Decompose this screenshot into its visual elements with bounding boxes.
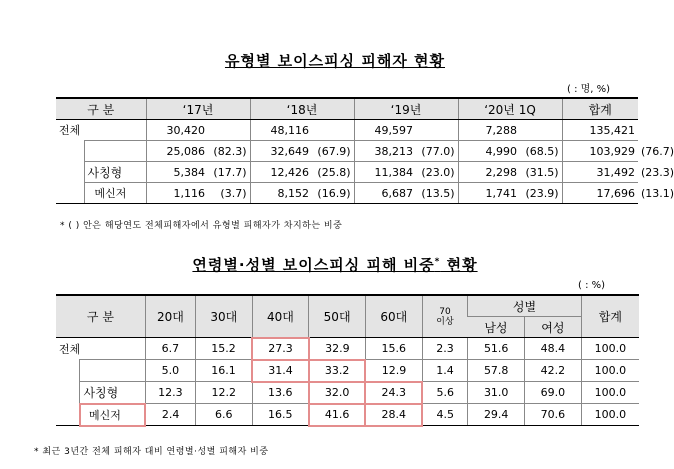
table-cell (416, 120, 458, 141)
table-cell: 31.0 (468, 382, 525, 404)
row-label-blank (80, 360, 145, 382)
table-cell-highlighted: 31.4 (252, 360, 309, 382)
table-cell: 100.0 (581, 360, 639, 382)
table-cell: (68.5) (520, 141, 562, 162)
table-cell: 15.6 (365, 338, 422, 360)
table2-note: * 최근 3년간 전체 피해자 대비 연령별·성별 피해자 비중 (34, 447, 269, 457)
header-70plus (422, 295, 468, 338)
table-cell: 8,152 (250, 183, 312, 204)
header-total: 합계 (562, 98, 638, 120)
table-cell: 31,492 (562, 162, 638, 183)
table-cell: 16.1 (195, 360, 252, 382)
table-cell: 1.4 (422, 360, 468, 382)
table-row: 사칭형 5,384 (17.7) 12,426 (25.8) 11,384 (23.0) 2,298 (31.5) 31,492 (23.3) (56, 162, 638, 183)
table-cell: 6.7 (145, 338, 195, 360)
table-cell: 51.6 (468, 338, 525, 360)
row-label-total: 전체 (59, 124, 81, 137)
table-cell: (13.5) (416, 183, 458, 204)
table-cell: 42.2 (525, 360, 582, 382)
header-40s: 40대 (252, 295, 309, 338)
table-cell: 25,086 (146, 141, 208, 162)
table-cell-highlighted: 27.3 (252, 338, 309, 360)
table-row (56, 338, 639, 360)
row-label-impersonation: 사칭형 (84, 162, 146, 183)
table-cell-highlighted: 41.6 (309, 404, 366, 426)
table1-title: 유형별 보이스피싱 피해자 현황 (224, 52, 446, 70)
table-cell: 13.6 (252, 382, 309, 404)
table-cell: (23.9) (520, 183, 562, 204)
table-cell (208, 120, 250, 141)
header-70plus-bottom: 이상 (436, 316, 454, 327)
table-cell: 11,384 (354, 162, 416, 183)
header-gender: 성별 (468, 295, 581, 317)
table2 (56, 294, 639, 427)
table2-title-suffix: 현황 (440, 256, 478, 274)
row-label-messenger: 메신저 (80, 404, 145, 426)
table-row (56, 404, 639, 426)
table-cell: 30,420 (146, 120, 208, 141)
table-cell: 12.3 (145, 382, 195, 404)
header-30s: 30대 (195, 295, 252, 338)
table-cell: 38,213 (354, 141, 416, 162)
table-cell: 2,298 (458, 162, 520, 183)
header-20s: 20대 (145, 295, 195, 338)
table1-unit: ( : 명, %) (567, 84, 611, 95)
row-label-total: 전체 (59, 342, 81, 356)
table-cell: 48,116 (250, 120, 312, 141)
table-cell: 5,384 (146, 162, 208, 183)
header-50s: 50대 (309, 295, 366, 338)
header-label: 구 분 (56, 295, 145, 338)
table1-note: * ( ) 안은 해당연도 전체피해자에서 유형별 피해자가 차지하는 비중 (60, 221, 343, 231)
table2-title-text: 연령별·성별 보이스피싱 피해 비중 (192, 256, 435, 274)
table-cell: (23.0) (416, 162, 458, 183)
table-cell: 2.4 (145, 404, 195, 426)
table2-unit: ( : %) (578, 280, 606, 291)
table-cell: 15.2 (195, 338, 252, 360)
table-row (56, 382, 639, 404)
table-cell: 103,929 (562, 141, 638, 162)
table-cell: 49,597 (354, 120, 416, 141)
header-2017: ‘17년 (146, 98, 250, 120)
table-cell-highlighted: 32.0 (309, 382, 366, 404)
row-label-blank (84, 141, 146, 162)
table-cell: 57.8 (468, 360, 525, 382)
table-cell: (31.5) (520, 162, 562, 183)
table1-header (56, 98, 638, 120)
header-2019: ‘19년 (354, 98, 458, 120)
row-label-impersonation: 사칭형 (80, 382, 145, 404)
table-cell (312, 120, 354, 141)
table-cell: 12,426 (250, 162, 312, 183)
table-cell: (82.3) (208, 141, 250, 162)
header-70plus-top: 70 (439, 306, 451, 317)
header-total: 합계 (581, 295, 639, 338)
table-cell: 48.4 (525, 338, 582, 360)
table-cell-highlighted: 24.3 (365, 382, 422, 404)
table-cell: 32,649 (250, 141, 312, 162)
table-cell: 4,990 (458, 141, 520, 162)
table-row: 메신저 1,116 (3.7) 8,152 (16.9) 6,687 (13.5) 1,741 (23.9) 17,696 (13.1) (56, 183, 638, 204)
table-cell: (17.7) (208, 162, 250, 183)
table-cell: 12.2 (195, 382, 252, 404)
table-cell: (3.7) (208, 183, 250, 204)
header-2020q1: ‘20년 1Q (458, 98, 562, 120)
table2-title (0, 254, 670, 275)
table-cell: 17,696 (562, 183, 638, 204)
table-cell: 2.3 (422, 338, 468, 360)
table2-header-top (56, 295, 639, 317)
table-cell: (67.9) (312, 141, 354, 162)
table-row (56, 120, 638, 141)
table-cell: 7,288 (458, 120, 520, 141)
table2-title-mark: * (434, 257, 441, 267)
table-cell: 6,687 (354, 183, 416, 204)
row-label-messenger: 메신저 (84, 183, 146, 204)
table-cell-highlighted: 28.4 (365, 404, 422, 426)
table-cell: 1,116 (146, 183, 208, 204)
table1 (56, 97, 674, 204)
table-cell: (25.8) (312, 162, 354, 183)
header-male: 남성 (468, 317, 525, 338)
header-female: 여성 (525, 317, 582, 338)
table-row: 25,086 (82.3) 32,649 (67.9) 38,213 (77.0) 4,990 (68.5) 103,929 (76.7) (56, 141, 638, 162)
table-cell: (77.0) (416, 141, 458, 162)
table-cell: 29.4 (468, 404, 525, 426)
table-cell: 70.6 (525, 404, 582, 426)
table-cell (520, 120, 562, 141)
table-cell: 4.5 (422, 404, 468, 426)
table-cell: 12.9 (365, 360, 422, 382)
table-cell: 100.0 (581, 404, 639, 426)
table-cell: 32.9 (309, 338, 366, 360)
table-cell: 16.5 (252, 404, 309, 426)
table-cell: 69.0 (525, 382, 582, 404)
table-cell: 100.0 (581, 338, 639, 360)
table-cell: 5.6 (422, 382, 468, 404)
table-cell: 100.0 (581, 382, 639, 404)
table-row (56, 360, 639, 382)
table-cell: 6.6 (195, 404, 252, 426)
table-cell: 1,741 (458, 183, 520, 204)
header-label: 구 분 (56, 98, 146, 120)
header-60s: 60대 (365, 295, 422, 338)
table-cell: 135,421 (562, 120, 638, 141)
table-cell-highlighted: 33.2 (309, 360, 366, 382)
table-cell: 5.0 (145, 360, 195, 382)
table-cell: (16.9) (312, 183, 354, 204)
header-2018: ‘18년 (250, 98, 354, 120)
